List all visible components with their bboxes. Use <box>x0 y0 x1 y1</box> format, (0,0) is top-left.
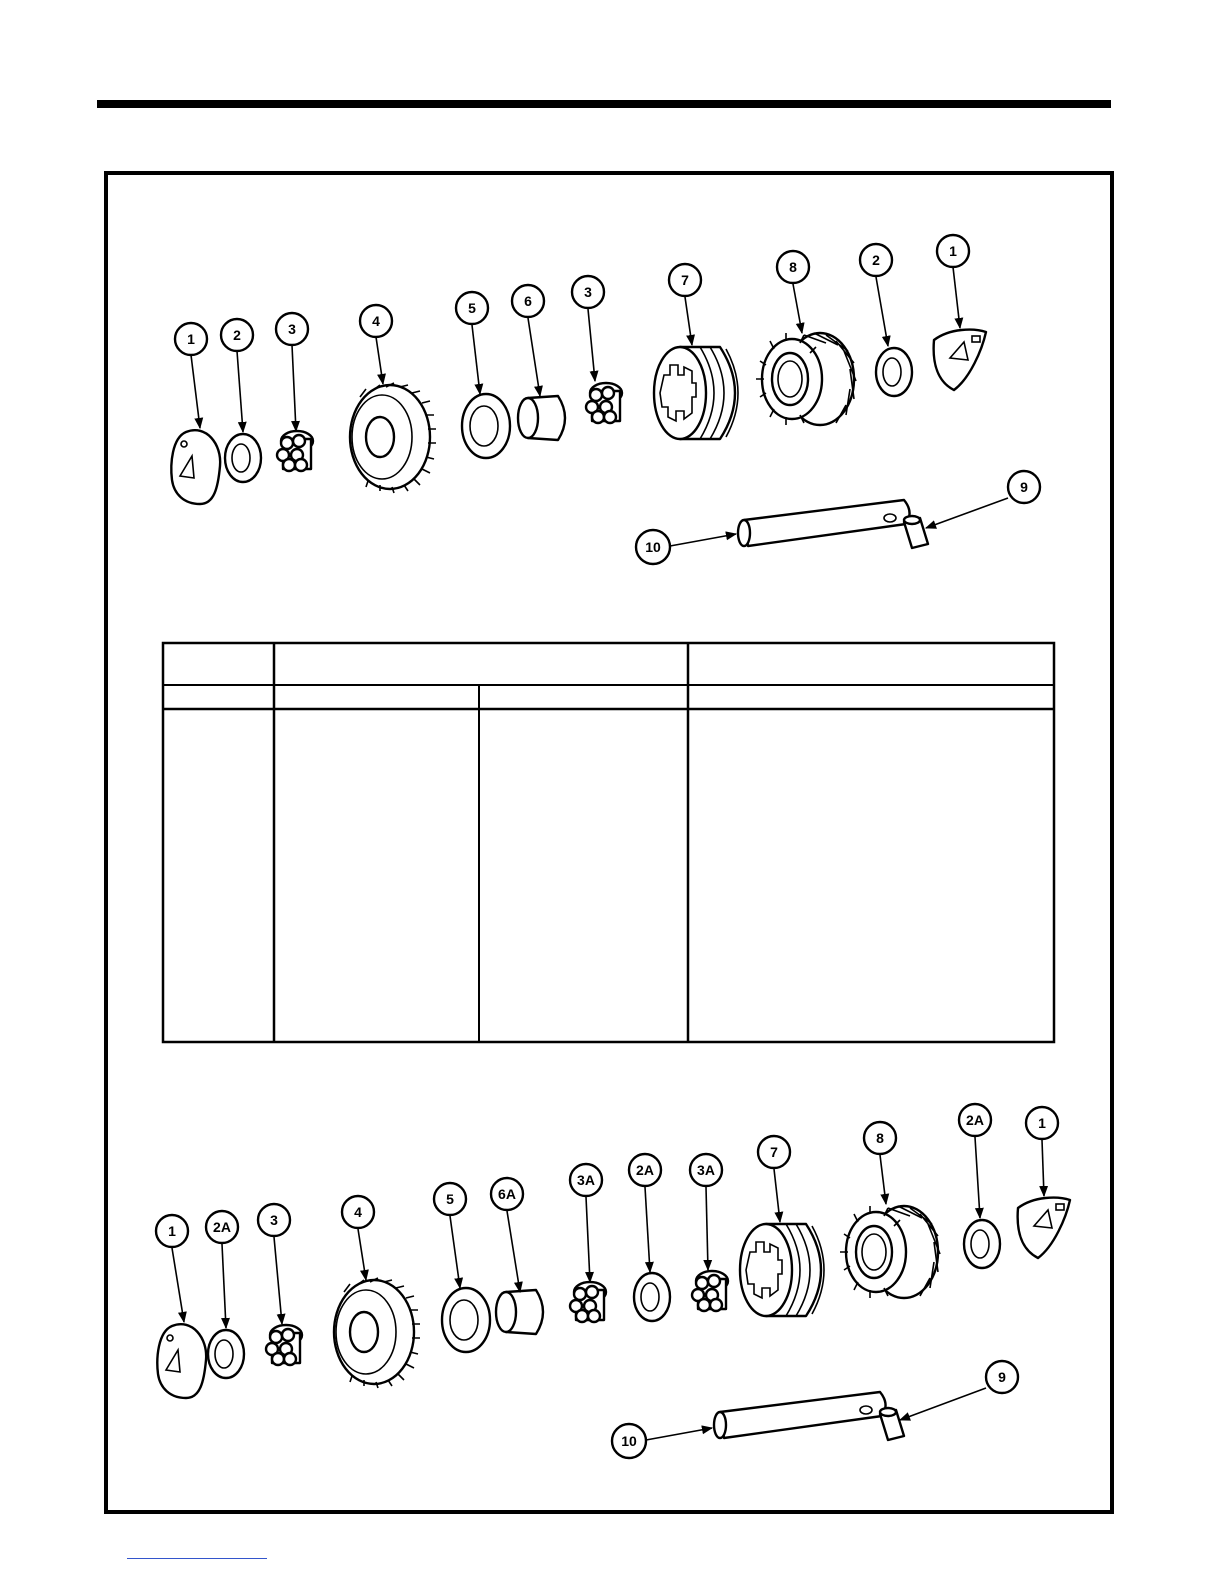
svg-text:1: 1 <box>187 331 195 347</box>
callout-bottom-7 <box>758 1136 790 1168</box>
svg-text:3: 3 <box>584 284 592 300</box>
svg-text:4: 4 <box>372 313 380 329</box>
part-7-clutch-sleeve <box>740 1224 824 1316</box>
callout-top-3-left <box>276 313 308 345</box>
callout-top-1-right <box>937 235 969 267</box>
svg-text:3: 3 <box>288 321 296 337</box>
part-1-cam-plate-right <box>1018 1198 1070 1258</box>
part-5-thrust-washer <box>462 394 510 458</box>
svg-text:6: 6 <box>524 293 532 309</box>
svg-text:1: 1 <box>1038 1115 1046 1131</box>
callout-bottom-9 <box>986 1361 1018 1393</box>
callout-bottom-5 <box>434 1183 466 1215</box>
callout-bottom-10 <box>612 1424 646 1458</box>
svg-text:1: 1 <box>168 1223 176 1239</box>
part-3a-roller-bundle-right <box>692 1271 728 1311</box>
callout-bottom-2a-right <box>959 1104 991 1136</box>
svg-text:3A: 3A <box>577 1172 595 1188</box>
callout-bottom-8 <box>864 1122 896 1154</box>
svg-text:6A: 6A <box>498 1186 516 1202</box>
callout-top-3-right <box>572 276 604 308</box>
callout-top-1-left <box>175 323 207 355</box>
callout-bottom-2a-left <box>206 1211 238 1243</box>
parts-table-grid <box>163 643 1054 1042</box>
svg-text:4: 4 <box>354 1204 362 1220</box>
part-1-cam-plate-left <box>171 430 220 504</box>
svg-text:3A: 3A <box>697 1162 715 1178</box>
callout-bottom-1-left <box>156 1215 188 1247</box>
part-2a-washer-middle <box>634 1273 670 1321</box>
part-2-washer-left <box>225 434 261 482</box>
svg-text:2: 2 <box>233 327 241 343</box>
svg-text:5: 5 <box>446 1191 454 1207</box>
svg-text:10: 10 <box>645 539 661 555</box>
part-4-gear <box>334 1278 420 1388</box>
svg-text:9: 9 <box>1020 479 1028 495</box>
part-1-cam-plate-right <box>934 330 986 390</box>
callout-top-7 <box>669 264 701 296</box>
part-2a-washer-left <box>208 1330 244 1378</box>
svg-text:2A: 2A <box>966 1112 984 1128</box>
callout-bottom-3 <box>258 1204 290 1236</box>
svg-text:8: 8 <box>789 259 797 275</box>
callout-top-2-right <box>860 244 892 276</box>
callout-top-6 <box>512 285 544 317</box>
part-3a-roller-bundle-left <box>570 1282 606 1322</box>
part-8-helical-gear <box>840 1206 940 1298</box>
callout-bottom-3a-left <box>570 1164 602 1196</box>
part-9-pin <box>880 1408 904 1440</box>
part-8-helical-gear <box>756 333 856 425</box>
svg-text:10: 10 <box>621 1433 637 1449</box>
part-1-cam-plate-left <box>157 1324 206 1398</box>
part-9-pin <box>904 516 928 548</box>
part-2-washer-right <box>876 348 912 396</box>
callout-bottom-4 <box>342 1196 374 1228</box>
callout-top-8 <box>777 251 809 283</box>
svg-text:2: 2 <box>872 252 880 268</box>
part-5-thrust-washer <box>442 1288 490 1352</box>
part-10-shaft <box>714 1392 886 1438</box>
part-10-shaft <box>738 500 910 546</box>
part-3-roller-bundle-right <box>586 383 622 423</box>
svg-text:1: 1 <box>949 243 957 259</box>
svg-text:2A: 2A <box>636 1162 654 1178</box>
part-7-clutch-sleeve <box>654 347 738 439</box>
svg-text:8: 8 <box>876 1130 884 1146</box>
callout-top-9 <box>1008 471 1040 503</box>
part-6a-spacer <box>496 1290 543 1334</box>
callout-top-10 <box>636 530 670 564</box>
svg-text:5: 5 <box>468 300 476 316</box>
callout-top-5 <box>456 292 488 324</box>
part-4-gear <box>350 383 436 493</box>
callout-top-2-left <box>221 319 253 351</box>
svg-text:9: 9 <box>998 1369 1006 1385</box>
svg-text:7: 7 <box>770 1144 778 1160</box>
callout-bottom-2a-middle <box>629 1154 661 1186</box>
svg-text:2A: 2A <box>213 1219 231 1235</box>
callout-bottom-1-right <box>1026 1107 1058 1139</box>
svg-text:7: 7 <box>681 272 689 288</box>
callout-bottom-6a <box>491 1178 523 1210</box>
callout-bottom-3a-right <box>690 1154 722 1186</box>
bottom-exploded-view <box>157 1137 1070 1440</box>
part-2a-washer-right <box>964 1220 1000 1268</box>
part-3-roller-bundle <box>266 1325 302 1365</box>
part-3-roller-bundle-left <box>277 431 313 471</box>
svg-text:3: 3 <box>270 1212 278 1228</box>
callout-top-4 <box>360 305 392 337</box>
part-6-spacer <box>518 396 565 440</box>
top-exploded-view <box>171 267 1008 548</box>
